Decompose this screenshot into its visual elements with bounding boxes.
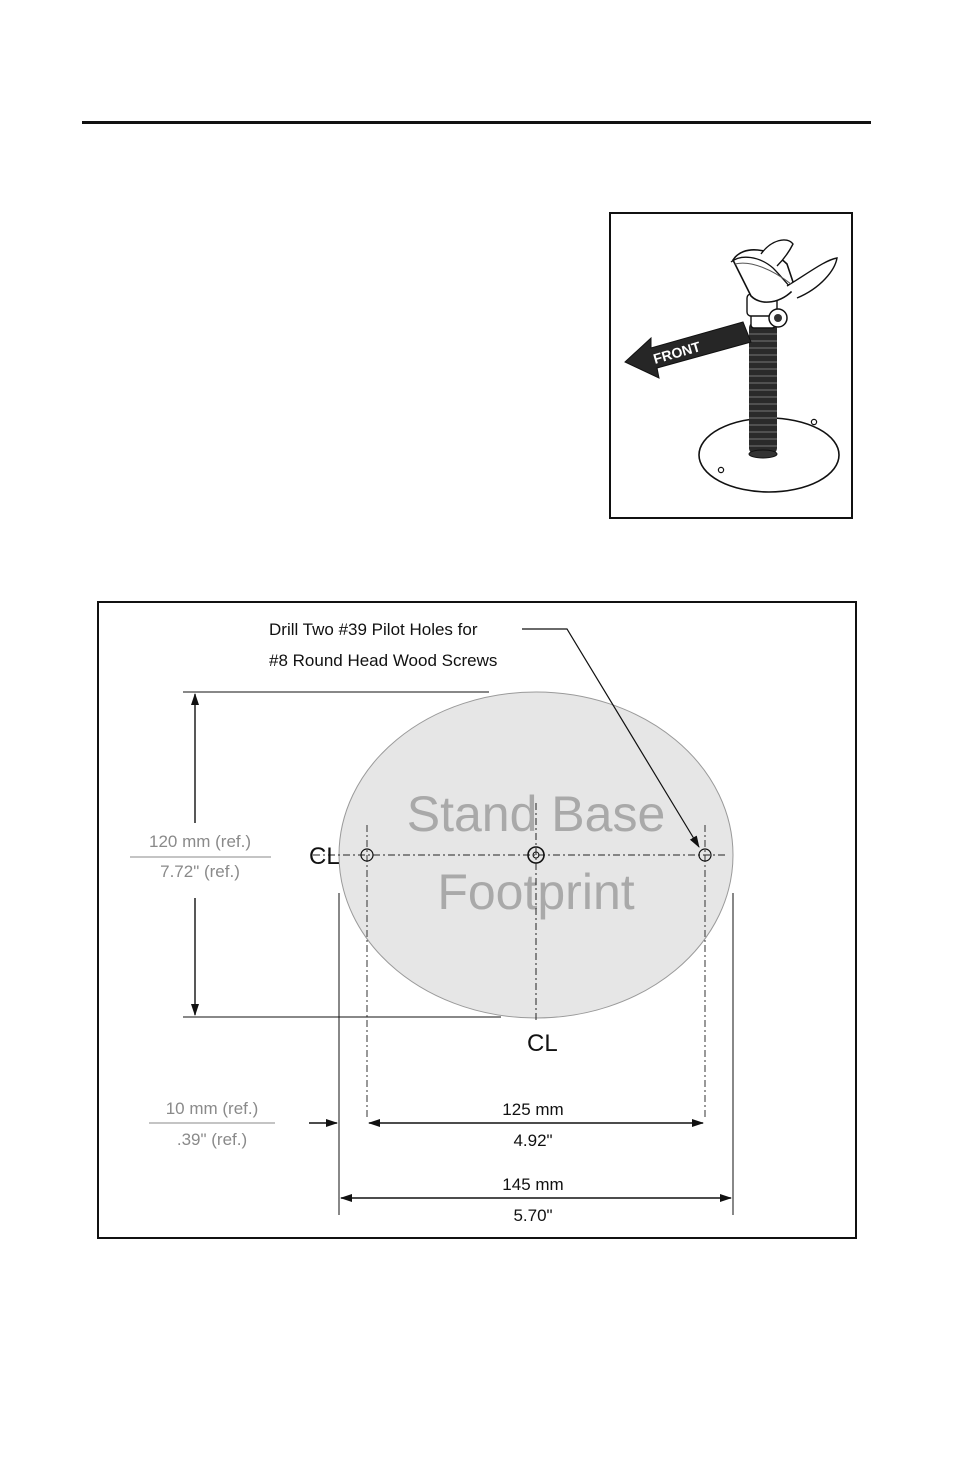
hole-spacing-imperial: 4.92" bbox=[513, 1131, 553, 1150]
scanner-cradle bbox=[731, 240, 837, 302]
base-width-metric: 145 mm bbox=[502, 1175, 564, 1194]
mounting-template-frame bbox=[97, 601, 857, 1239]
stand-illustration-frame bbox=[609, 212, 853, 519]
centerline-symbol-horizontal: CL bbox=[309, 843, 340, 870]
footprint-label-line1: Stand Base bbox=[406, 786, 666, 842]
offset-dimension-metric: 10 mm (ref.) bbox=[165, 1099, 259, 1118]
centerline-symbol-vertical: CL bbox=[527, 1030, 558, 1057]
mounting-template-diagram bbox=[99, 603, 859, 1241]
height-dimension-metric: 120 mm (ref.) bbox=[148, 832, 252, 851]
header-rule bbox=[82, 121, 871, 124]
footprint-label-line2: Footprint bbox=[437, 864, 635, 920]
offset-dimension-imperial: .39" (ref.) bbox=[176, 1130, 248, 1149]
stand-illustration bbox=[611, 214, 855, 521]
callout-line1: Drill Two #39 Pilot Holes for bbox=[269, 620, 478, 639]
base-screw-hole bbox=[718, 467, 723, 472]
height-dimension-imperial: 7.72" (ref.) bbox=[160, 862, 240, 881]
hole-spacing-metric: 125 mm bbox=[502, 1100, 564, 1119]
front-arrow-label: FRONT bbox=[651, 338, 703, 367]
callout-line2: #8 Round Head Wood Screws bbox=[269, 651, 498, 670]
front-arrow bbox=[625, 322, 751, 378]
base-screw-hole bbox=[811, 419, 816, 424]
flexible-neck bbox=[749, 308, 777, 458]
base-width-imperial: 5.70" bbox=[513, 1206, 553, 1225]
